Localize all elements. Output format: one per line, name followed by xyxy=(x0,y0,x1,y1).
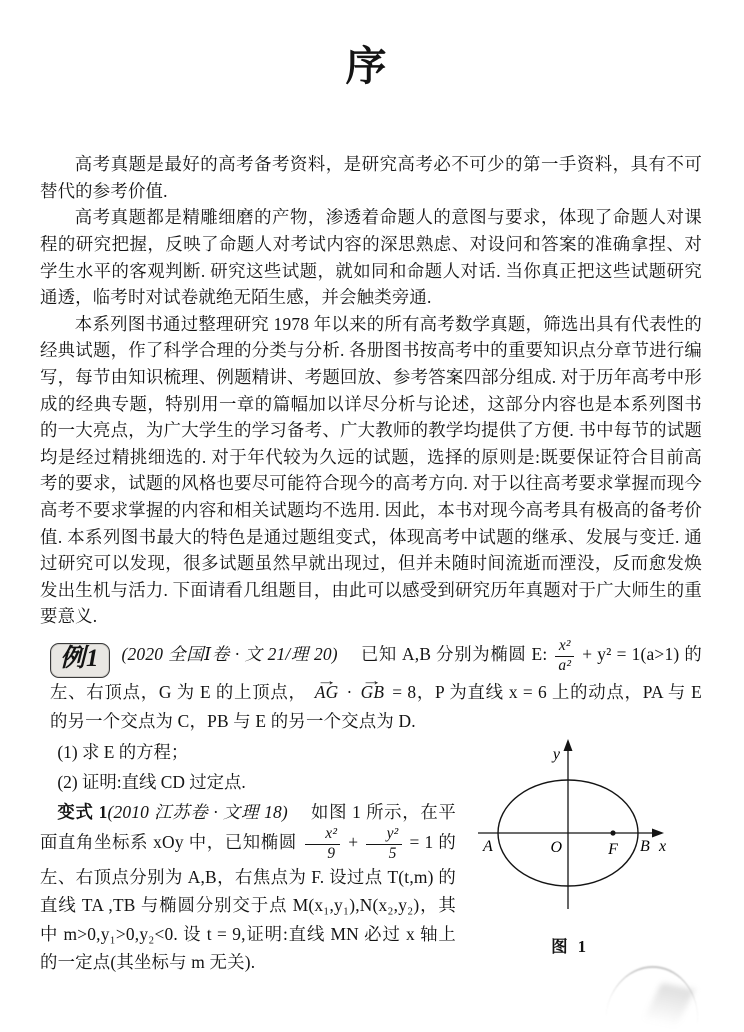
focus-point-F xyxy=(610,830,615,835)
x-axis-arrow-icon xyxy=(652,828,664,837)
variation-1-label: 变式 1 xyxy=(57,801,108,822)
variation-1-text: = 1 的左、右顶点分别为 A,B，右焦点为 F. 设过点 T(t,m) 的直线 TA ,TB 与椭圆分别交于点 M(x₁,y₁),N(x₂,y₂)，其中 m>0,y₁>0,y₂<0. 设 t = 9,证明:直线 MN 必过 x 轴上的一定点(其坐标与 m 无关). xyxy=(40,832,456,973)
example-1-intro: 已知 A,B 分别为椭圆 E: xyxy=(342,644,548,665)
fraction-x2-over-9 xyxy=(305,826,340,862)
label-point-B: B xyxy=(640,837,650,855)
vector-GB: → GB xyxy=(360,678,386,707)
preface-paragraph-3: 本系列图书通过整理研究 1978 年以来的所有高考数学真题，筛选出具有代表性的经典试题，作了科学合理的分类与分析. 各册图书按高考中的重要知识点分章节进行编写，每节由知识梳理、例题精讲、考题回放、参考答案四部分组成. 对于历年高考中形成的经典专题，特别用一章的篇幅加以详尽分析与论述，这部分内容也是本系列图书的一大亮点，为广大学生的学习备考、广大教师的教学均提供了方便. 书中每节的试题均是经过精挑细选的. 对于年代较为久远的试题，选择的原则是:既要保证符合目前高考的要求，试题的风格也要尽可能符合现今的高考方向. 对于以往高考要求掌握而现今高考不要求掌握的内容和相关试题均不选用. 因此，本书对现今高考具有极高的备考价值. 本系列图书最大的特色是通过题组变式，体现高考中试题的继承、发展与变迁. 通过研究可以发现，很多试题虽然早就出现过，但并未随时间流逝而湮没，反而愈发焕发出生机与活力. 下面请看几组题目，由此可以感受到研究历年真题对于广大师生的重要意义. xyxy=(40,313,702,627)
fraction-numerator: y² xyxy=(366,826,401,845)
label-y-axis: y xyxy=(552,745,560,763)
example-1-question-1: (1) 求 E 的方程； xyxy=(57,741,189,762)
example-1-questions-and-variation xyxy=(40,739,702,977)
label-point-A: A xyxy=(483,837,493,855)
example-1-text-end: = 8，P 为直线 x = 6 上的动点，PA 与 E 的另一个交点为 C，PB 与 E 的另一个交点为 D. xyxy=(50,681,702,731)
y-axis-arrow-icon xyxy=(564,739,573,751)
title-spacer xyxy=(40,91,702,151)
figure-1-caption: 图 1 xyxy=(551,936,589,956)
preface-paragraph-2: 高考真题都是精雕细磨的产物，渗透着命题人的意图与要求，体现了命题人对课程的研究把握，反映了命题人对考试内容的深思熟虑、对设问和答案的准确拿捏、对学生水平的客观判断. 研究这些试题，就如同和命题人对话. 当你真正把这些试题研究通透，临考时对试卷就绝无陌生感，并会触类旁通. xyxy=(40,207,702,308)
vector-AG: → AG xyxy=(314,678,340,707)
variation-1-source: (2010 江苏卷 · 文理 18) xyxy=(107,801,288,822)
label-point-F: F xyxy=(608,840,618,858)
page-title: 序 xyxy=(345,43,389,89)
fraction-numerator: x² xyxy=(555,638,574,657)
fraction-y2-over-5 xyxy=(366,826,401,862)
fraction-numerator: x² xyxy=(305,826,340,845)
example-1-badge: 例1 xyxy=(50,643,110,678)
example-1-problem xyxy=(40,638,702,736)
fraction-denominator: 5 xyxy=(388,845,397,863)
example-1-question-2: (2) 证明:直线 CD 过定点. xyxy=(57,771,246,792)
plus-sign: + xyxy=(348,832,364,853)
preface-paragraph-1: 高考真题是最好的高考备考资料，是研究高考必不可少的第一手资料，具有不可替代的参考价值. xyxy=(40,154,702,201)
fraction-x2-over-a2 xyxy=(555,638,574,674)
label-origin-O: O xyxy=(550,838,562,856)
dot-operator: · xyxy=(346,681,358,702)
ellipse-diagram xyxy=(468,733,702,931)
fraction-denominator: 9 xyxy=(327,845,336,863)
figure-1 xyxy=(468,733,702,957)
label-x-axis: x xyxy=(659,837,667,855)
fraction-denominator: a² xyxy=(558,656,572,674)
variation-1-intro: 如图 1 所示，在平面直角坐标系 xOy 中，已知椭圆 xyxy=(40,801,456,853)
example-1-source: (2020 全国Ⅰ卷 · 文 21/理 20) xyxy=(121,644,338,665)
example-1-text: + y² = 1(a>1) 的左、右顶点，G 为 E 的上顶点， xyxy=(50,644,702,702)
